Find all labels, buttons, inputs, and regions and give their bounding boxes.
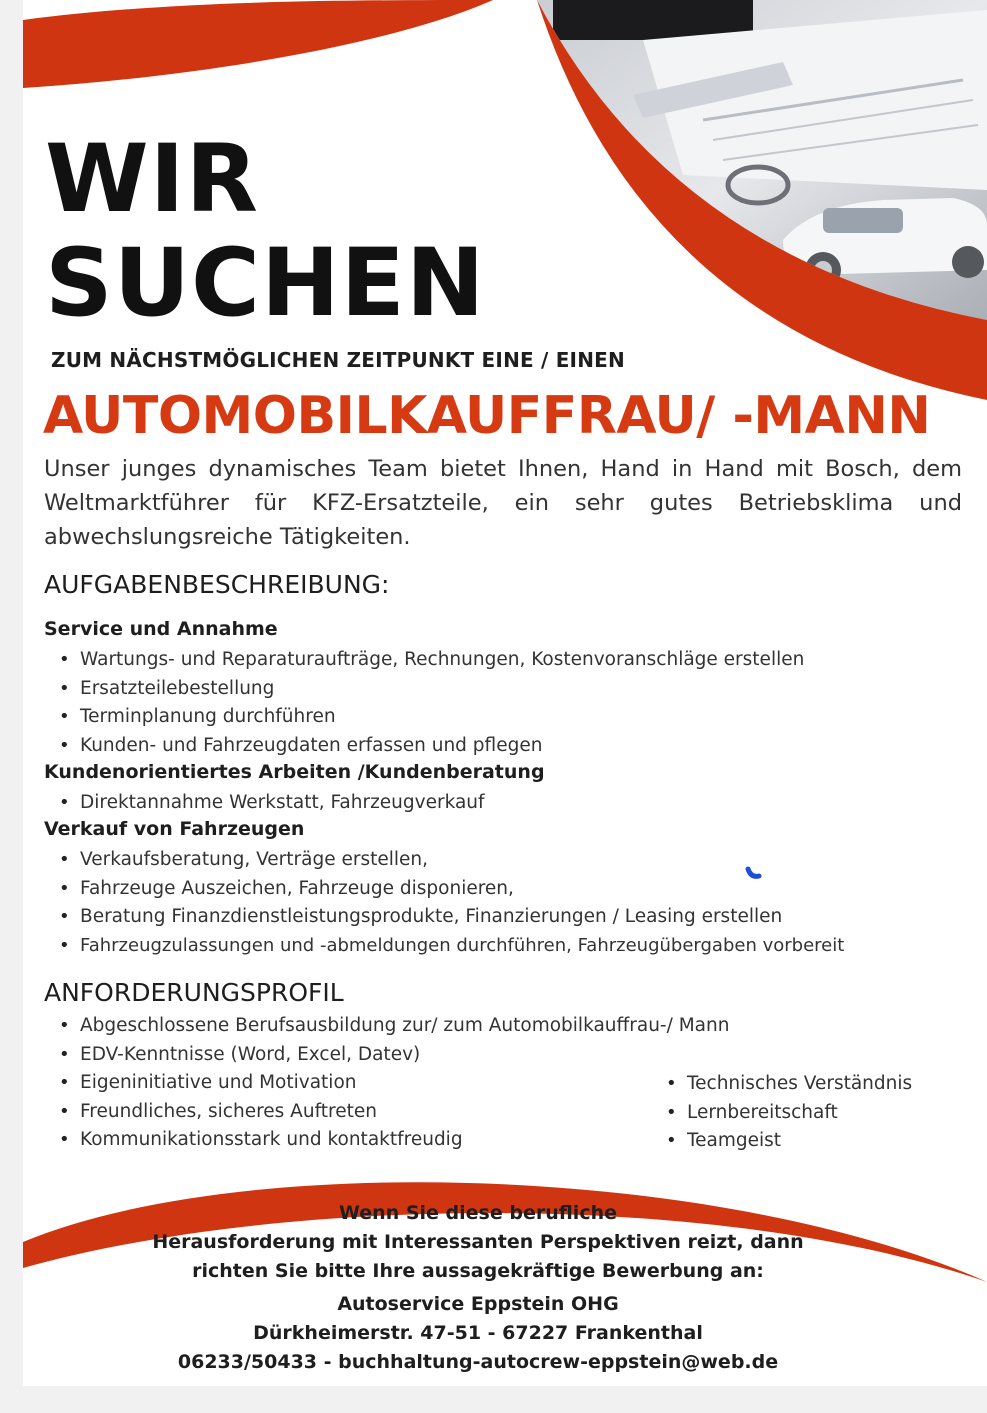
list-item: • Direktannahme Werkstatt, Fahrzeugverkauf	[44, 789, 485, 818]
list-item: • Fahrzeuge Auszeichen, Fahrzeuge disponieren,	[44, 875, 844, 904]
requirements-right-list	[651, 1070, 912, 1156]
job-title: AUTOMOBILKAUFFRAU/ -MANN	[43, 386, 931, 446]
company-contact: 06233/50433 - buchhaltung-autocrew-eppstein@web.de	[177, 1351, 779, 1373]
headline-line-2: SUCHEN	[45, 229, 486, 338]
footer-line-3: richten Sie bitte Ihre aussagekräftige Bewerbung an:	[192, 1260, 764, 1282]
application-call-text	[83, 1199, 873, 1286]
headline-line-1: WIR	[45, 125, 260, 234]
list-item: • Abgeschlossene Berufsausbildung zur/ zum Automobilkauffrau-/ Mann	[44, 1012, 729, 1041]
list-item: • Verkaufsberatung, Verträge erstellen,	[44, 846, 844, 875]
company-name: Autoservice Eppstein OHG	[337, 1293, 619, 1315]
company-address: Dürkheimerstr. 47-51 - 67227 Frankenthal	[253, 1322, 703, 1344]
job-poster	[23, 0, 987, 1386]
list-item: • Technisches Verständnis	[651, 1070, 912, 1099]
list-item: • Teamgeist	[651, 1127, 912, 1156]
customer-list	[44, 789, 485, 818]
list-item: • Eigeninitiative und Motivation	[44, 1069, 729, 1098]
group-title-sales: Verkauf von Fahrzeugen	[44, 818, 305, 840]
list-item: • Wartungs- und Reparaturaufträge, Rechnungen, Kostenvoranschläge erstellen	[44, 646, 804, 675]
group-title-customer: Kundenorientiertes Arbeiten /Kundenberatung	[44, 761, 545, 783]
list-item: • Terminplanung durchführen	[44, 703, 804, 732]
tasks-heading: AUFGABENBESCHREIBUNG:	[44, 570, 390, 599]
list-item: • Kommunikationsstark und kontaktfreudig	[44, 1126, 729, 1155]
list-item: • Lernbereitschaft	[651, 1099, 912, 1128]
intro-text: Unser junges dynamisches Team bietet Ihnen, Hand in Hand mit Bosch, dem Weltmarktführer für KFZ-Ersatzteile, ein sehr gutes Betriebsklima und abwechslungsreiche Tätigkeiten.	[44, 456, 962, 550]
footer-line-1: Wenn Sie diese berufliche	[339, 1202, 617, 1224]
service-list	[44, 646, 804, 760]
list-item: • Freundliches, sicheres Auftreten	[44, 1098, 729, 1127]
list-item: • EDV-Kenntnisse (Word, Excel, Datev)	[44, 1041, 729, 1070]
footer-line-2: Herausforderung mit Interessanten Perspektiven reizt, dann	[152, 1231, 804, 1253]
top-swoosh	[23, 0, 493, 88]
list-item: • Kunden- und Fahrzeugdaten erfassen und pflegen	[44, 732, 804, 761]
list-item: • Fahrzeugzulassungen und -abmeldungen durchführen, Fahrzeugübergaben vorbereit	[44, 932, 844, 961]
group-title-service: Service und Annahme	[44, 618, 278, 640]
list-item: • Ersatzteilebestellung	[44, 675, 804, 704]
requirements-heading: ANFORDERUNGSPROFIL	[44, 978, 344, 1007]
headline	[45, 125, 486, 338]
sales-list	[44, 846, 844, 960]
requirements-left-list	[44, 1012, 729, 1155]
subtitle: ZUM NÄCHSTMÖGLICHEN ZEITPUNKT EINE / EINEN	[51, 348, 625, 372]
list-item: • Beratung Finanzdienstleistungsprodukte, Finanzierungen / Leasing erstellen	[44, 903, 844, 932]
company-block	[83, 1290, 873, 1377]
